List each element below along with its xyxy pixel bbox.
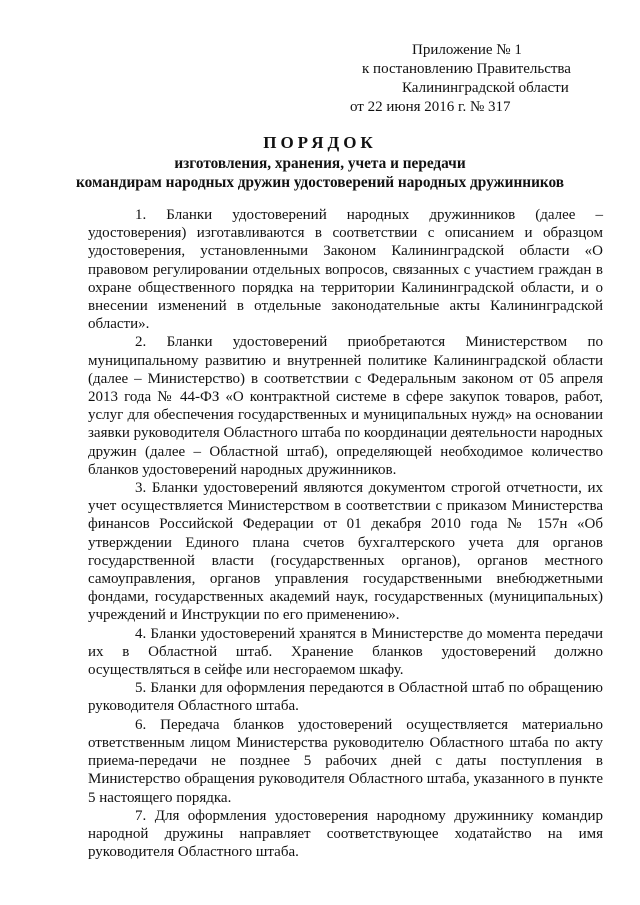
paragraph-2: 2. Бланки удостоверений приобретаются Министерством по муниципальному развитию и внутренней политике Калининградской области (далее – Министерство) в соответствии с Федеральным законом от 05 апреля 2013 года № 44-ФЗ «О контрактной системе в сфере закупок товаров, работ, услуг для обеспечения государственных и муниципальных нужд» на основании заявки руководителя Областного штаба по координации деятельности народных дружин (далее – Областной штаб), определяющей необходимое количество бланков удостоверений народных дружинников. [88,334,603,478]
paragraph-7: 7. Для оформления удостоверения народному дружиннику командир народной дружины направляет соответствующее ходатайство на имя руководителя Областного штаба. [88,807,603,861]
title-line-1: изготовления, хранения, учета и передачи [174,155,466,172]
document-title [0,132,640,192]
appendix-header [350,41,620,117]
title-heading: ПОРЯДОК [263,133,377,152]
paragraph-6: 6. Передача бланков удостоверений осуществляется материально ответственным лицом Министерства руководителю Областного штаба по акту приема-передачи не позднее 5 рабочих дней с даты поступления в Министерство обращения руководителя Областного штаба, указанного в пункте 5 настоящего порядка. [88,716,603,806]
document-body [88,206,603,861]
appendix-number: Приложение № 1 [412,42,522,58]
appendix-resolution: к постановлению Правительства [362,61,571,77]
title-line-2: командирам народных дружин удостоверений народных дружинников [75,174,565,191]
paragraph-1: 1. Бланки удостоверений народных дружинников (далее – удостоверения) изготавливаются в соответствии с описанием и образцом удостоверения, установленными Законом Калининградской области «О правовом регулировании отдельных вопросов, связанных с участием граждан в охране общественного порядка на территории Калининградской области, и о внесении изменений в отдельные законодательные акты Калининградской области». [88,207,603,333]
paragraph-4: 4. Бланки удостоверений хранятся в Министерстве до момента передачи их в Областной штаб. Хранение бланков удостоверений должно осуществляться в сейфе или несгораемом шкафу. [88,625,603,679]
appendix-region: Калининградской области [402,80,569,96]
paragraph-5: 5. Бланки для оформления передаются в Областной штаб по обращению руководителя Областного штаба. [88,680,603,715]
appendix-date-number: от 22 июня 2016 г. № 317 [350,99,511,115]
paragraph-3: 3. Бланки удостоверений являются документом строгой отчетности, их учет осуществляется Министерством в соответствии с приказом Министерства финансов Российской Федерации от 01 декабря 2010 года № 157н «Об утверждении Единого плана счетов бухгалтерского учета для органов государственной власти (государственных органов), органов местного самоуправления, органов управления государственными внебюджетными фондами, государственных академий наук, государственных (муниципальных) учреждений и Инструкции по его применению». [88,480,603,624]
